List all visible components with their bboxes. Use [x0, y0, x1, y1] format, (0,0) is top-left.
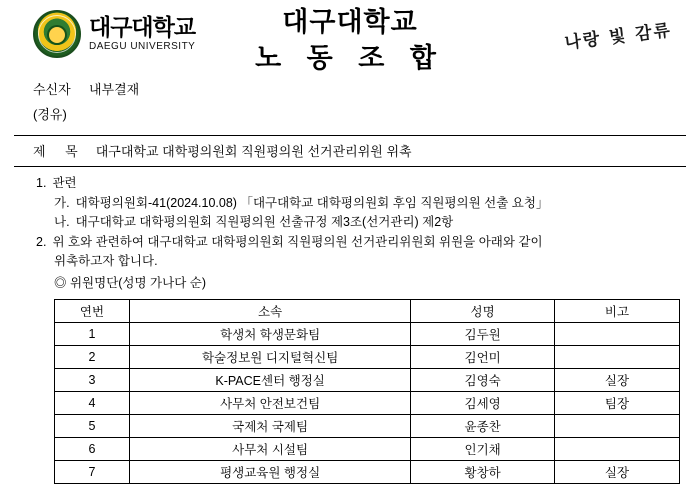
body-item-1a-key: 가.: [54, 195, 70, 210]
cell-note: 실장: [555, 368, 680, 391]
cell-note: [555, 437, 680, 460]
table-row: [55, 345, 680, 368]
body-item-1-text: 관련: [52, 176, 77, 191]
via-row: [33, 103, 700, 128]
cell-dept: 사무처 시설팀: [130, 437, 411, 460]
cell-no: 1: [55, 322, 130, 345]
document-body: [0, 174, 700, 293]
cell-name: 김두원: [411, 322, 555, 345]
cell-dept: 평생교육원 행정실: [130, 460, 411, 483]
body-item-1: [36, 174, 680, 193]
body-item-1b-key: 나.: [54, 215, 70, 230]
column-header-name: 성명: [411, 299, 555, 322]
cell-name: 인기채: [411, 437, 555, 460]
subject-row: [0, 141, 700, 160]
body-item-1-number: 1.: [36, 176, 47, 191]
committee-table-wrap: [0, 299, 700, 484]
divider-top: [14, 135, 686, 136]
body-item-2-continuation: 위촉하고자 합니다.: [54, 253, 158, 268]
committee-list-heading: ◎ 위원명단(성명 가나다 순): [54, 276, 206, 291]
cell-dept: 학술정보원 디지털혁신팀: [130, 345, 411, 368]
body-item-1b-text: 대구대학교 대학평의원회 직원평의원 선출규정 제3조(선거관리) 제2항: [75, 215, 454, 230]
cell-dept: 국제처 국제팀: [130, 414, 411, 437]
recipient-row: [33, 78, 700, 103]
recipient-label: 수신자: [33, 82, 71, 97]
cell-note: [555, 345, 680, 368]
table-row: [55, 368, 680, 391]
cell-dept: K-PACE센터 행정실: [130, 368, 411, 391]
document-meta: [0, 78, 700, 127]
cell-no: 2: [55, 345, 130, 368]
body-item-1b: [36, 213, 680, 232]
committee-table: [54, 299, 680, 484]
cell-note: 팀장: [555, 391, 680, 414]
cell-dept: 사무처 안전보건팀: [130, 391, 411, 414]
cell-name: 김언미: [411, 345, 555, 368]
table-row: [55, 437, 680, 460]
body-item-1a-text: 대학평의원회-41(2024.10.08) 「대구대학교 대학평의원회 후임 직원평의원 선출 요청」: [75, 195, 549, 210]
cell-no: 5: [55, 414, 130, 437]
document-title-line1: 대구대학교: [282, 7, 418, 37]
column-header-dept: 소속: [130, 299, 411, 322]
document-header: [0, 0, 700, 72]
cell-note: 실장: [555, 460, 680, 483]
divider-bottom: [14, 166, 686, 167]
document-title-line2: 노 동 조 합: [255, 43, 445, 74]
cell-note: [555, 322, 680, 345]
brush-calligraphy-mark: 나랑 빛 감류: [563, 20, 674, 54]
body-item-2-number: 2.: [36, 234, 47, 249]
cell-name: 김영숙: [411, 368, 555, 391]
university-name-en: DAEGU UNIVERSITY: [89, 41, 196, 52]
university-name-kr: 대구대학교: [89, 14, 196, 40]
table-row: [55, 322, 680, 345]
cell-name: 윤종찬: [411, 414, 555, 437]
recipient-value: 내부결재: [89, 82, 140, 97]
table-row: [55, 391, 680, 414]
cell-no: 7: [55, 460, 130, 483]
cell-dept: 학생처 학생문화팀: [130, 322, 411, 345]
subject-label: 제 목: [33, 144, 86, 160]
cell-no: 6: [55, 437, 130, 460]
via-label: (경유): [33, 106, 67, 122]
cell-no: 3: [55, 368, 130, 391]
body-item-2-text: 위 호와 관련하여 대구대학교 대학평의원회 직원평의원 선거관리위원회 위원을 아래와 같이: [52, 234, 543, 249]
subject-value: 대구대학교 대학평의원회 직원평의원 선거관리위원 위촉: [95, 144, 412, 160]
cell-no: 4: [55, 391, 130, 414]
body-item-1a: [36, 194, 680, 213]
table-row: [55, 460, 680, 483]
column-header-note: 비고: [555, 299, 680, 322]
body-item-2: [36, 233, 680, 252]
table-header-row: [55, 299, 680, 322]
cell-name: 황창하: [411, 460, 555, 483]
column-header-no: 연번: [55, 299, 130, 322]
cell-name: 김세영: [411, 391, 555, 414]
